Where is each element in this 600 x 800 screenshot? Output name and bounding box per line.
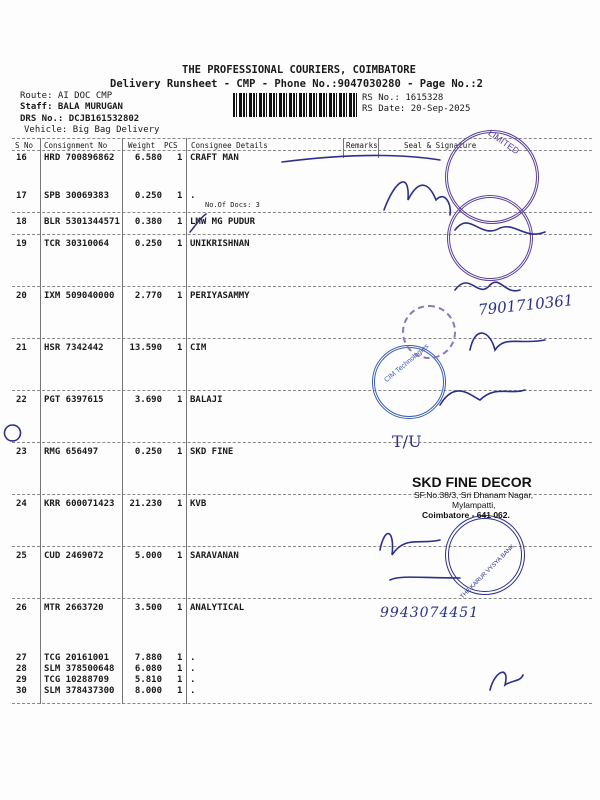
cell-wt: 8.000 (134, 686, 162, 696)
cell-consignee: LMW MG PUDUR (190, 217, 256, 227)
cell-cn: MTR 2663720 (44, 603, 104, 613)
handwritten-phone: 7901710361 (477, 291, 575, 319)
cell-sno: 17 (16, 191, 27, 201)
cell-wt: 3.500 (134, 603, 162, 613)
cell-consignee: . (190, 653, 196, 663)
stamp-address-line: Coimbatore - 641 062. (422, 510, 510, 520)
cell-pcs: 1 (177, 217, 183, 227)
cell-sno: 19 (16, 239, 27, 249)
cell-cn: CUD 2469072 (44, 551, 104, 561)
cell-wt: 7.880 (134, 653, 162, 663)
cell-pcs: 1 (177, 291, 183, 301)
cell-pcs: 1 (177, 603, 183, 613)
cell-wt: 3.690 (134, 395, 162, 405)
cell-consignee: SKD FINE (190, 447, 234, 457)
cell-cn: HSR 7342442 (44, 343, 104, 353)
cell-pcs: 1 (177, 239, 183, 249)
cell-pcs: 1 (177, 395, 183, 405)
column-header-pcs: PCS (164, 141, 178, 150)
cell-cn: BLR 5301344571 (44, 217, 120, 227)
signature-stroke (490, 672, 523, 690)
cell-wt: 6.580 (134, 153, 162, 163)
cell-sno: 16 (16, 153, 27, 163)
cell-cn: SLM 378500648 (44, 664, 115, 674)
runsheet-subtitle: Delivery Runsheet - CMP - Phone No.:9047030280 - Page No.:2 (110, 78, 483, 90)
handwritten-note: T/U (392, 432, 422, 451)
cell-cn: HRD 700896862 (44, 153, 115, 163)
cell-cn: TCG 20161001 (44, 653, 110, 663)
cell-wt: 13.590 (129, 343, 162, 353)
rs-date: RS Date: 20-Sep-2025 (362, 104, 471, 114)
cell-cn: TCR 30310064 (44, 239, 110, 249)
cell-sno: 24 (16, 499, 27, 509)
cell-pcs: 1 (177, 675, 183, 685)
column-header-remarks: Remarks (346, 141, 378, 150)
stamp-company-name: SKD FINE DECOR (412, 474, 532, 490)
cell-consignee: CRAFT MAN (190, 153, 239, 163)
cell-cn: RMG 656497 (44, 447, 99, 457)
cell-pcs: 1 (177, 499, 183, 509)
docs-note: No.Of Docs: 3 (205, 201, 260, 209)
cell-sno: 26 (16, 603, 27, 613)
cell-sno: 22 (16, 395, 27, 405)
company-title: THE PROFESSIONAL COURIERS, COIMBATORE (182, 64, 416, 76)
cell-sno: 23 (16, 447, 27, 457)
cell-consignee: ANALYTICAL (190, 603, 245, 613)
signature-stroke (190, 214, 206, 232)
cell-sno: 20 (16, 291, 27, 301)
stamp-text: LIMITED (486, 127, 522, 157)
cell-consignee: UNIKRISHNAN (190, 239, 250, 249)
drs-number: DRS No.: DCJB161532802 (20, 114, 140, 124)
column-header-consignment: Consignment No (44, 141, 108, 150)
column-header-weight: Weight (128, 141, 156, 150)
handwritten-phone: 9943074451 (380, 605, 480, 621)
signature-stroke (455, 282, 520, 291)
cell-consignee: . (190, 191, 196, 201)
cell-consignee: . (190, 686, 196, 696)
cell-cn: PGT 6397615 (44, 395, 104, 405)
cell-cn: KRR 600071423 (44, 499, 115, 509)
cell-sno: 29 (16, 675, 27, 685)
cell-wt: 2.770 (134, 291, 162, 301)
cell-wt: 0.250 (134, 239, 162, 249)
cell-consignee: SARAVANAN (190, 551, 239, 561)
cell-cn: SLM 378437300 (44, 686, 115, 696)
cell-sno: 30 (16, 686, 27, 696)
column-header-consignee: Consignee Details (191, 141, 268, 150)
cell-pcs: 1 (177, 551, 183, 561)
route: Route: AI DOC CMP (20, 91, 113, 101)
cell-consignee: . (190, 675, 196, 685)
signature-stroke (384, 182, 450, 215)
cell-wt: 0.250 (134, 447, 162, 457)
column-header-sno: S No (15, 141, 34, 150)
cell-pcs: 1 (177, 343, 183, 353)
signature-stroke (440, 390, 525, 405)
stamp-address-line: SF.No.38/3, Sri Dhanam Nagar, (414, 490, 534, 500)
cell-cn: TCG 10288709 (44, 675, 110, 685)
column-header-seal: Seal & Signature (404, 141, 477, 150)
rs-number: RS No.: 1615328 (362, 93, 444, 103)
cell-wt: 5.810 (134, 675, 162, 685)
cell-pcs: 1 (177, 664, 183, 674)
cell-pcs: 1 (177, 153, 183, 163)
cell-sno: 27 (16, 653, 27, 663)
staff: Staff: BALA MURUGAN (20, 102, 123, 112)
cell-pcs: 1 (177, 191, 183, 201)
signature-stroke (470, 333, 545, 350)
cell-consignee: KVB (190, 499, 207, 509)
cell-pcs: 1 (177, 686, 183, 696)
cell-cn: SPB 30069383 (44, 191, 110, 201)
cell-consignee: CIM (190, 343, 207, 353)
cell-wt: 0.250 (134, 191, 162, 201)
cell-sno: 25 (16, 551, 27, 561)
signature-stroke (282, 156, 440, 162)
cell-consignee: . (190, 664, 196, 674)
stamp-text: CIM Technologies (383, 342, 431, 385)
cell-consignee: PERIYASAMMY (190, 291, 250, 301)
stamp-text: THE KARUR VYSYA BANK (459, 543, 516, 601)
cell-cn: IXM 509040000 (44, 291, 115, 301)
cell-wt: 0.380 (134, 217, 162, 227)
signature-stroke (455, 223, 545, 234)
signature-stroke (390, 577, 460, 580)
cell-wt: 21.230 (129, 499, 162, 509)
cell-sno: 18 (16, 217, 27, 227)
cell-wt: 5.000 (134, 551, 162, 561)
cell-wt: 6.080 (134, 664, 162, 674)
signature-stroke (380, 534, 440, 555)
cell-sno: 21 (16, 343, 27, 353)
cell-consignee: BALAJI (190, 395, 223, 405)
cell-sno: 28 (16, 664, 27, 674)
cell-pcs: 1 (177, 447, 183, 457)
cell-pcs: 1 (177, 653, 183, 663)
vehicle: Vehicle: Big Bag Delivery (24, 125, 160, 135)
signature-stroke (5, 425, 21, 441)
stamp-address-line: Mylampatti, (452, 500, 496, 510)
